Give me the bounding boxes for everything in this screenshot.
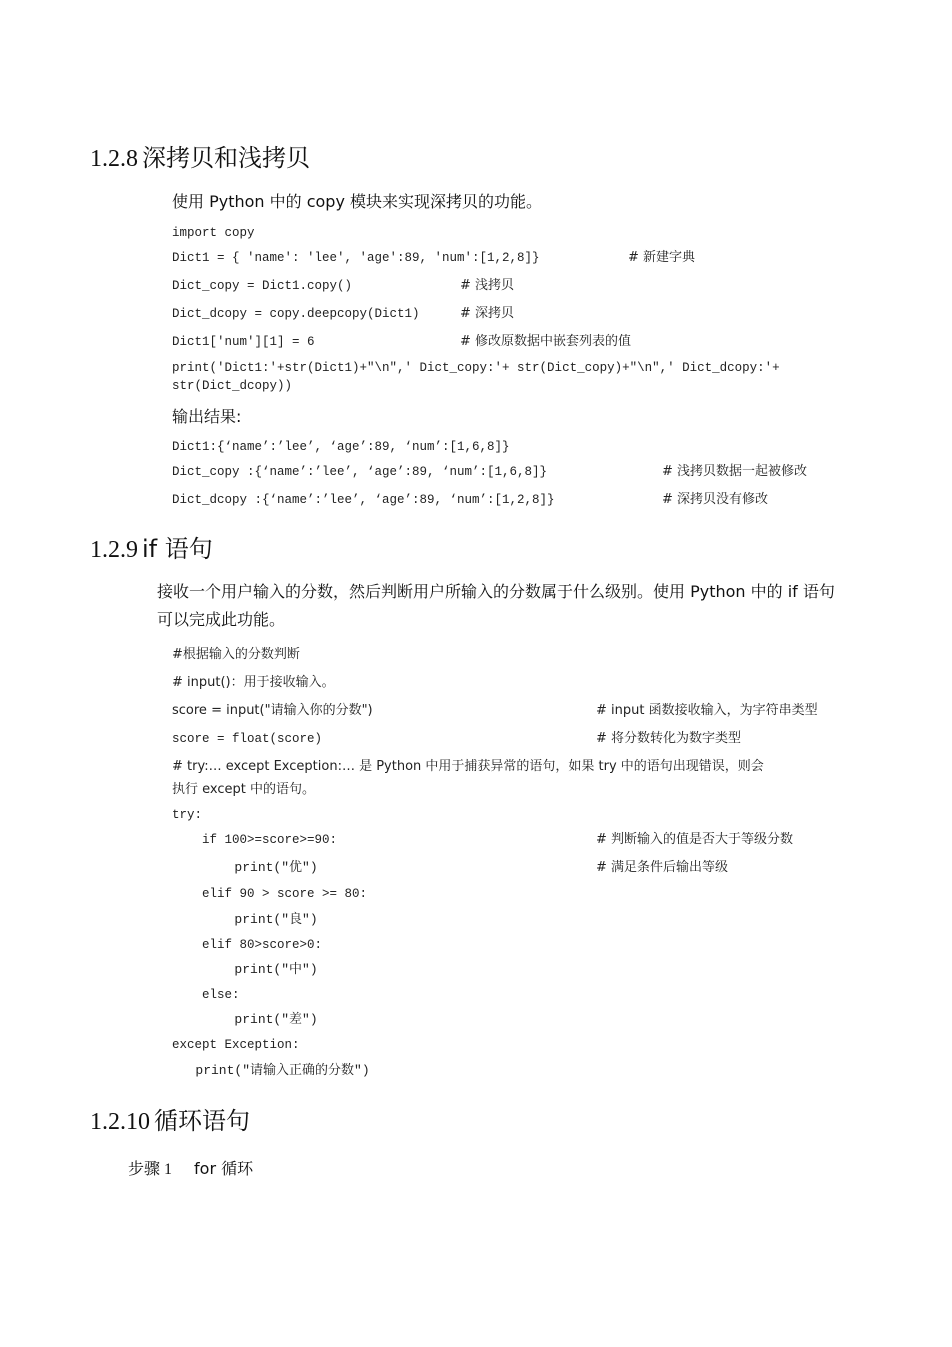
output-line: Dict_dcopy :{‘name’:’lee’, ‘age’:89, ‘num’:[1,2,8]} bbox=[172, 493, 555, 507]
code-comment: # 判断输入的值是否大于等级分数 bbox=[596, 832, 794, 847]
section-number: 1.2.8 bbox=[90, 146, 138, 172]
code-comment: # 将分数转化为数字类型 bbox=[596, 731, 742, 746]
code-comment: # 浅拷贝 bbox=[460, 278, 515, 293]
code-line: else: bbox=[172, 988, 240, 1002]
step-1 bbox=[128, 1158, 253, 1181]
output-label: 输出结果: bbox=[172, 407, 242, 426]
code-comment: # 新建字典 bbox=[628, 250, 696, 265]
code-print-line-cont: str(Dict_dcopy)) bbox=[172, 379, 293, 393]
code-line: Dict1['num'][1] = 6 bbox=[172, 335, 315, 349]
code-line: print("良") bbox=[172, 912, 318, 927]
code-line: if 100>=score>=90: bbox=[172, 833, 338, 847]
output-line: Dict_copy :{‘name’:’lee’, ‘age’:89, ‘num’:[1,6,8]} bbox=[172, 465, 548, 479]
code-comment: # 修改原数据中嵌套列表的值 bbox=[460, 334, 632, 349]
section-heading-1-2-9 bbox=[90, 534, 213, 565]
code-line: print("优") bbox=[172, 860, 318, 875]
code-line: print("中") bbox=[172, 962, 318, 977]
if-intro-line1: 接收一个用户输入的分数，然后判断用户所输入的分数属于什么级别。使用 Python 中的 if 语句 bbox=[157, 582, 835, 601]
code-print-line: print('Dict1:'+str(Dict1)+"\n",' Dict_copy:'+ str(Dict_copy)+"\n",' Dict_dcopy:'+ bbox=[172, 361, 780, 375]
output-line: Dict1:{‘name’:’lee’, ‘age’:89, ‘num’:[1,6,8]} bbox=[172, 440, 510, 454]
try-note-line1: # try:… except Exception:… 是 Python 中用于捕获异常的语句，如果 try 中的语句出现错误，则会 bbox=[172, 759, 764, 774]
code-line: Dict1 = { 'name': 'lee', 'age':89, 'num':[1,2,8]} bbox=[172, 251, 540, 265]
section-number: 1.2.9 bbox=[90, 537, 138, 563]
code-line: print("差") bbox=[172, 1012, 318, 1027]
code-line: Dict_copy = Dict1.copy() bbox=[172, 279, 353, 293]
output-comment: # 深拷贝没有修改 bbox=[662, 492, 769, 507]
output-comment: # 浅拷贝数据一起被修改 bbox=[662, 464, 808, 479]
section-title: if 语句 bbox=[142, 535, 213, 563]
code-line: try: bbox=[172, 808, 203, 822]
code-comment: #根据输入的分数判断 bbox=[172, 647, 300, 662]
code-comment: # 深拷贝 bbox=[460, 306, 515, 321]
code-line: except Exception: bbox=[172, 1038, 300, 1052]
code-comment: # 满足条件后输出等级 bbox=[596, 860, 729, 875]
step-text: for 循环 bbox=[194, 1159, 254, 1178]
code-line: elif 80>score>0: bbox=[172, 938, 323, 952]
code-line: score = float(score) bbox=[172, 732, 323, 746]
code-line: score = input("请输入你的分数") bbox=[172, 703, 373, 718]
section-heading-1-2-8 bbox=[90, 143, 310, 174]
copy-intro-text: 使用 Python 中的 copy 模块来实现深拷贝的功能。 bbox=[172, 192, 543, 211]
if-intro-line2: 可以完成此功能。 bbox=[157, 610, 286, 629]
code-line: print("请输入正确的分数") bbox=[172, 1063, 370, 1078]
code-comment: # input()：用于接收输入。 bbox=[172, 675, 335, 690]
step-label: 步骤 1 bbox=[128, 1161, 173, 1178]
code-comment: # input 函数接收输入，为字符串类型 bbox=[596, 703, 818, 718]
try-note-line2: 执行 except 中的语句。 bbox=[172, 782, 315, 797]
section-title: 循环语句 bbox=[154, 1107, 250, 1135]
code-line: elif 90 > score >= 80: bbox=[172, 887, 368, 901]
code-line: import copy bbox=[172, 226, 255, 240]
section-title: 深拷贝和浅拷贝 bbox=[142, 144, 310, 172]
section-heading-1-2-10 bbox=[90, 1106, 250, 1137]
section-number: 1.2.10 bbox=[90, 1109, 150, 1135]
code-line: Dict_dcopy = copy.deepcopy(Dict1) bbox=[172, 307, 420, 321]
